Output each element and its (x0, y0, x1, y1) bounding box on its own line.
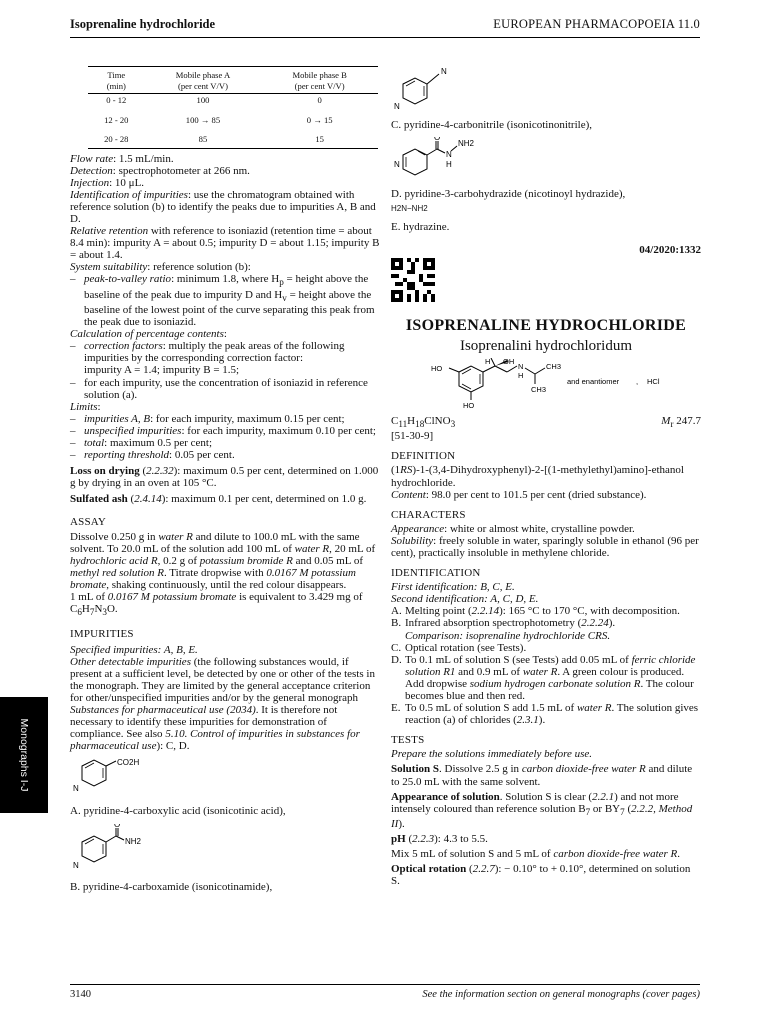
table-row (88, 133, 378, 148)
running-header (70, 15, 700, 38)
identification-of-impurities: Identification of impurities: use the chromatogram obtained with reference solution (b) to identify the peaks due to impurities A, B and D. (70, 188, 376, 225)
svg-text:CH3: CH3 (546, 361, 562, 371)
specified-impurities: Specified impurities: A, B, E. (70, 643, 198, 656)
limits-heading: Limits: (70, 400, 101, 413)
table-header-row (88, 67, 378, 94)
tests-heading: TESTS (391, 734, 425, 747)
identification-a: A. Melting point (2.2.14): 165 °C to 170 °C, with decomposition. (391, 605, 680, 618)
definition-text: (1RS)-1-(3,4-Dihydroxyphenyl)-2-[(1-methylethyl)amino]-ethanol hydrochloride. (391, 464, 684, 489)
limit-item: – impurities A, B: for each impurity, maximum 0.15 per cent; (70, 412, 345, 425)
impurities-heading: IMPURITIES (70, 628, 134, 641)
impurity-a-label: A. pyridine-4-carboxylic acid (isonicotinic acid), (70, 805, 286, 818)
optical-rotation: Optical rotation (2.2.7): − 0.10° to + 0.10°, determined on solution S. (391, 863, 691, 888)
limit-item: – unspecified impurities: for each impurity, maximum 0.10 per cent; (70, 424, 376, 437)
table-row (88, 94, 378, 114)
svg-text:H: H (518, 370, 524, 380)
table-cell: 0 (317, 95, 322, 105)
svg-text:H: H (485, 357, 491, 366)
page-number: 3140 (70, 989, 91, 1000)
definition-heading: DEFINITION (391, 450, 456, 463)
first-identification: First identification: B, C, E. (391, 581, 515, 594)
svg-text:N: N (441, 67, 447, 76)
gradient-table (88, 66, 378, 149)
svg-text:CO2H: CO2H (117, 758, 140, 768)
svg-text:N: N (394, 102, 400, 111)
latin-title: Isoprenalini hydrochloridum (459, 337, 633, 354)
characters-heading: CHARACTERS (391, 508, 466, 521)
svg-text:and enantiomer: and enantiomer (567, 376, 620, 386)
table-header-cell: Mobile phase B (per cent V/V) (261, 67, 378, 94)
molecular-formula: $C_{11}H_{18}ClNO_3$ (391, 414, 456, 430)
svg-text:NH2: NH2 (125, 836, 142, 846)
table-cell: 85 (145, 133, 262, 148)
table-cell: 0 → 15 (306, 114, 333, 125)
table-cell: 12 - 20 (104, 114, 129, 125)
table-cell: 100 (196, 95, 210, 105)
ph-test: pH (2.2.3): 4.3 to 5.5. (391, 833, 488, 846)
molecular-formula-row (391, 415, 701, 430)
correction-factors-item: – correction factors: multiply the peak areas of the following impurities by the corresponding correction factor: impurity A = 1.4; impurity B = 1.5; (70, 340, 345, 377)
table-header-cell: Mobile phase A (per cent V/V) (145, 67, 262, 94)
footer-note: See the information section on general monographs (cover pages) (422, 989, 700, 1000)
svg-text:OH: OH (503, 357, 515, 366)
table-cell: 100 → 85 (185, 114, 221, 125)
second-identification: Second identification: A, C, D, E. (391, 593, 539, 606)
relative-retention: Relative retention with reference to isoniazid (retention time = about 8.4 min): impurity A = about 0.5; impurity D = about 1.15; impurity B = about 1.4. (70, 225, 380, 262)
svg-text:N: N (518, 361, 524, 371)
table-header-cell: Time (min) (88, 67, 145, 94)
cas-number: [51-30-9] (391, 430, 434, 443)
impurity-d-label: D. pyridine-3-carbohydrazide (nicotinoyl hydrazide), (391, 188, 626, 201)
header-monograph-name: Isoprenaline hydrochloride (70, 17, 216, 31)
impurity-b-label: B. pyridine-4-carboxamide (isonicotinamide), (70, 880, 273, 893)
svg-text:O: O (434, 137, 441, 143)
system-suitability: System suitability: reference solution (b): (70, 261, 251, 274)
svg-text:N: N (73, 860, 79, 870)
svg-text:HO: HO (431, 363, 443, 373)
header-publication: EUROPEAN PHARMACOPOEIA 11.0 (493, 17, 700, 31)
impurity-c-structure (391, 62, 701, 115)
solubility: Solubility: freely soluble in water, sparingly soluble in ethanol (96 per cent), practically insoluble in methylene chloride. (391, 534, 699, 559)
svg-text:H: H (446, 160, 452, 170)
svg-text:N: N (446, 150, 452, 160)
identification-d: D. To 0.1 mL of solution S (see Tests) add 0.05 mL of ferric chloride solution R1 and 0.9 mL of water R. A green colour is produced. Add dropwise sodium hydrogen carbonate solution R. The colour becomes blue and then red. (391, 653, 696, 702)
impurity-b-structure (70, 824, 382, 877)
impurity-e-structure: H2N−NH2 (391, 204, 428, 214)
identification-c: C. Optical rotation (see Tests). (391, 641, 527, 654)
left-column (70, 66, 382, 897)
assay-heading: ASSAY (70, 515, 107, 528)
table-cell: 0 - 12 (106, 95, 127, 105)
appearance: Appearance: white or almost white, crystalline powder. (391, 522, 635, 535)
flow-rate: Flow rate: 1.5 mL/min. (70, 152, 174, 165)
table-cell: 15 (261, 133, 378, 148)
sulfated-ash: Sulfated ash (2.4.14): maximum 0.1 per cent, determined on 1.0 g. (70, 493, 367, 506)
detection: Detection: spectrophotometer at 266 nm. (70, 164, 250, 177)
tests-intro: Prepare the solutions immediately before use. (391, 748, 593, 761)
qr-code[interactable] (391, 258, 435, 302)
svg-text:CH3: CH3 (531, 384, 547, 394)
svg-text:HCl: HCl (647, 376, 660, 386)
svg-text:O: O (114, 823, 121, 829)
loss-on-drying: Loss on drying (2.2.32): maximum 0.5 per cent, determined on 1.000 g by drying in an oven at 105 °C. (70, 465, 379, 490)
calculation-heading: Calculation of percentage contents: (70, 328, 227, 341)
impurity-c-label: C. pyridine-4-carbonitrile (isonicotinonitrile), (391, 119, 593, 132)
page-footer (70, 984, 700, 1001)
impurity-e-label: E. hydrazine. (391, 221, 450, 234)
limit-item: – reporting threshold: 0.05 per cent. (70, 449, 235, 462)
appearance-of-solution: Appearance of solution. Solution S is clear (2.2.1) and not more intensely coloured than reference solution $B_7$ or $BY_7$ (2.2.2, Method II). (391, 790, 693, 831)
svg-text:N: N (73, 784, 79, 794)
table-cell: 20 - 28 (88, 133, 145, 148)
other-impurities: Other detectable impurities (the following substances would, if present at a sufficient level, be detected by one or other of the tests in the monograph. They are limited by the general acceptance criterion for other/unspecified impurities and/or by the general monograph Substances for pharmaceutical use (2034). It is therefore not necessary to identify these impurities for demonstration of compliance. See also 5.10. Control of impurities in substances for pharmaceutical use): C, D. (70, 655, 375, 753)
limit-item: – total: maximum 0.5 per cent; (70, 437, 213, 450)
impurity-a-structure (70, 758, 382, 801)
svg-text:,: , (636, 376, 639, 386)
each-impurity-item: – for each impurity, use the concentration of isoniazid in reference solution (a). (70, 376, 368, 401)
relative-molecular-mass: $M_r$ 247.7 (661, 414, 701, 430)
svg-text:N: N (394, 160, 400, 170)
ph-mix: Mix 5 mL of solution S and 5 mL of carbon dioxide-free water R. (391, 848, 681, 861)
assay-text: Dissolve 0.250 g in water R and dilute to 100.0 mL with the same solvent. To 20.0 mL of the solution add 100 mL of water R, 20 mL of hydrochloric acid R, 0.2 g of potassium bromide R and 0.05 mL of methyl red solution R. Titrate dropwise with 0.0167 M potassium bromate, shaking continuously, until the red colour disappears. (70, 530, 376, 591)
monographs-side-tab: Monographs I-J (0, 697, 48, 813)
injection: Injection: 10 μL. (70, 176, 145, 189)
peak-to-valley-item: – peak-to-valley ratio: minimum 1.8, where $H_p$ = height above the baseline of the peak due to impurity D and $H_v$ = height above the baseline of the lowest point of the curve separating this peak from the peak due to isoniazid. (70, 273, 375, 329)
solution-s: Solution S. Dissolve 2.5 g in carbon dioxide-free water R and dilute to 25.0 mL with the same solvent. (391, 763, 693, 788)
assay-equivalence: 1 mL of 0.0167 M potassium bromate is equivalent to 3.429 mg of $C_6H_7N_3O$. (70, 591, 363, 618)
monograph-title: ISOPRENALINE HYDROCHLORIDE (405, 316, 687, 334)
svg-text:NH2: NH2 (458, 139, 475, 149)
svg-text:HO: HO (463, 400, 475, 410)
isoprenaline-structure (431, 358, 701, 413)
content: Content: 98.0 per cent to 101.5 per cent (dried substance). (391, 488, 647, 501)
impurity-d-structure (391, 137, 701, 184)
monograph-code: 04/2020:1332 (639, 243, 701, 256)
identification-b: B. Infrared absorption spectrophotometry (2.2.24). Comparison: isoprenaline hydrochloride CRS. (391, 617, 616, 642)
identification-e: E. To 0.5 mL of solution S add 1.5 mL of water R. The solution gives reaction (a) of chlorides (2.3.1). (391, 702, 699, 727)
right-column (391, 62, 701, 888)
table-row (88, 114, 378, 134)
identification-heading: IDENTIFICATION (391, 567, 481, 580)
